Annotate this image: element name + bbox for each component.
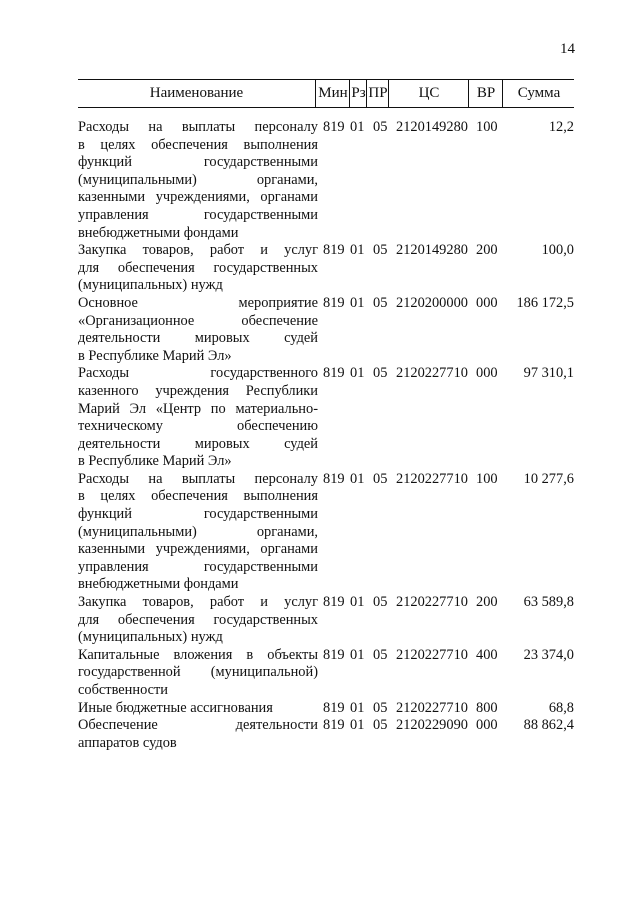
row-name-line: деятельности мировых судей <box>78 435 318 452</box>
table-row <box>78 119 574 242</box>
row-name-line: казенного учреждения Республики <box>78 382 318 399</box>
row-name-line: управления государственными <box>78 558 318 575</box>
row-cs: 2120149280 <box>396 119 468 135</box>
row-min: 819 <box>323 119 345 135</box>
header-cs: ЦС <box>388 80 469 107</box>
header-name: Наименование <box>149 85 244 101</box>
table-body <box>78 119 574 752</box>
row-rz: 01 <box>350 470 365 487</box>
row-cs: 2120227710 <box>396 470 468 487</box>
row-name <box>78 242 318 295</box>
row-name-line: деятельности мировых судей <box>78 330 318 347</box>
table-header <box>78 79 574 108</box>
row-sum: 100,0 <box>541 242 574 259</box>
row-sum: 12,2 <box>548 119 574 135</box>
row-name <box>78 647 318 700</box>
row-name-line: (муниципальными) органами, <box>78 171 318 188</box>
row-name-line: техническому обеспечению <box>78 418 318 435</box>
table-row <box>78 717 574 752</box>
row-rz: 01 <box>350 365 365 382</box>
row-name-line: Основное мероприятие <box>78 294 318 311</box>
row-rz: 01 <box>350 717 365 734</box>
row-name-line: Капитальные вложения в объекты <box>78 646 318 663</box>
row-sum: 186 172,5 <box>516 294 574 311</box>
row-min: 819 <box>323 594 345 611</box>
table-row <box>78 700 574 718</box>
row-pr: 05 <box>373 242 388 259</box>
row-vr: 200 <box>476 594 498 611</box>
row-min: 819 <box>323 365 345 382</box>
header-vr: ВР <box>468 80 503 107</box>
row-min: 819 <box>323 294 345 311</box>
row-name-line: государственной (муниципальной) <box>78 664 318 681</box>
row-name <box>78 471 318 594</box>
row-sum: 88 862,4 <box>523 717 574 734</box>
row-min: 819 <box>323 470 345 487</box>
row-cs: 2120227710 <box>396 699 468 716</box>
row-cs: 2120227710 <box>396 594 468 611</box>
row-name-line: (муниципальных) нужд <box>78 277 223 294</box>
page-number: 14 <box>560 41 575 57</box>
row-name <box>78 295 318 365</box>
row-rz: 01 <box>350 119 365 135</box>
row-name-line: Обеспечение деятельности <box>78 717 318 734</box>
row-pr: 05 <box>373 470 388 487</box>
row-sum: 10 277,6 <box>523 470 574 487</box>
row-name-line: в целях обеспечения выполнения <box>78 488 318 505</box>
row-name <box>78 594 318 647</box>
row-vr: 200 <box>476 242 498 259</box>
row-name-line: в целях обеспечения выполнения <box>78 136 318 153</box>
row-cs: 2120227710 <box>396 646 468 663</box>
row-name-line: для обеспечения государственных <box>78 611 318 628</box>
row-pr: 05 <box>373 119 388 135</box>
row-name-line: для обеспечения государственных <box>78 259 318 276</box>
row-vr: 000 <box>476 365 498 382</box>
row-pr: 05 <box>373 294 388 311</box>
row-name-line: (муниципальных) нужд <box>78 629 223 646</box>
row-sum: 63 589,8 <box>523 594 574 611</box>
row-name <box>78 365 318 471</box>
row-name-line: Расходы на выплаты персоналу <box>78 119 318 135</box>
row-rz: 01 <box>350 294 365 311</box>
header-min: Мин <box>315 80 350 107</box>
row-name-line: Закупка товаров, работ и услуг <box>78 594 318 611</box>
row-sum: 23 374,0 <box>523 646 574 663</box>
row-name-line: в Республике Марий Эл» <box>78 347 232 364</box>
row-rz: 01 <box>350 242 365 259</box>
table-row <box>78 295 574 365</box>
row-name-line: казенными учреждениями, органами <box>78 541 318 558</box>
row-rz: 01 <box>350 699 365 716</box>
row-min: 819 <box>323 646 345 663</box>
table-row <box>78 471 574 594</box>
row-cs: 2120227710 <box>396 365 468 382</box>
row-cs: 2120200000 <box>396 294 468 311</box>
table-row <box>78 242 574 295</box>
row-name <box>78 700 318 718</box>
row-name-line: функций государственными <box>78 154 318 171</box>
row-cs: 2120149280 <box>396 242 468 259</box>
row-sum: 97 310,1 <box>523 365 574 382</box>
row-pr: 05 <box>373 646 388 663</box>
row-name-line: Иные бюджетные ассигнования <box>78 699 273 716</box>
row-name-line: казенными учреждениями, органами <box>78 189 318 206</box>
header-sum: Сумма <box>502 80 575 107</box>
table-row <box>78 594 574 647</box>
row-name-line: внебюджетными фондами <box>78 576 239 593</box>
row-name-line: Расходы на выплаты персоналу <box>78 470 318 487</box>
table-row <box>78 365 574 471</box>
row-rz: 01 <box>350 594 365 611</box>
row-name-line: «Организационное обеспечение <box>78 312 318 329</box>
row-vr: 000 <box>476 717 498 734</box>
row-name-line: Расходы государственного <box>78 365 318 382</box>
row-name-line: аппаратов судов <box>78 734 177 751</box>
row-vr: 000 <box>476 294 498 311</box>
row-cs: 2120229090 <box>396 717 468 734</box>
row-name-line: Закупка товаров, работ и услуг <box>78 242 318 259</box>
row-name-line: управления государственными <box>78 206 318 223</box>
row-vr: 100 <box>476 119 498 135</box>
row-name-line: внебюджетными фондами <box>78 224 239 241</box>
row-vr: 400 <box>476 646 498 663</box>
row-name-line: собственности <box>78 682 169 698</box>
row-vr: 800 <box>476 699 498 716</box>
row-sum: 68,8 <box>548 699 574 716</box>
row-pr: 05 <box>373 717 388 734</box>
row-pr: 05 <box>373 365 388 382</box>
row-vr: 100 <box>476 470 498 487</box>
row-min: 819 <box>323 717 345 734</box>
row-rz: 01 <box>350 646 365 663</box>
row-name-line: функций государственными <box>78 506 318 523</box>
row-name-line: Марий Эл «Центр по материально- <box>78 400 318 417</box>
row-name <box>78 119 318 242</box>
row-name-line: (муниципальными) органами, <box>78 523 318 540</box>
table-row <box>78 647 574 700</box>
header-rz: Рз <box>349 80 367 107</box>
row-name-line: в Республике Марий Эл» <box>78 453 232 470</box>
row-pr: 05 <box>373 594 388 611</box>
row-min: 819 <box>323 242 345 259</box>
row-min: 819 <box>323 699 345 716</box>
header-pr: ПР <box>366 80 389 107</box>
row-pr: 05 <box>373 699 388 716</box>
row-name <box>78 717 318 752</box>
